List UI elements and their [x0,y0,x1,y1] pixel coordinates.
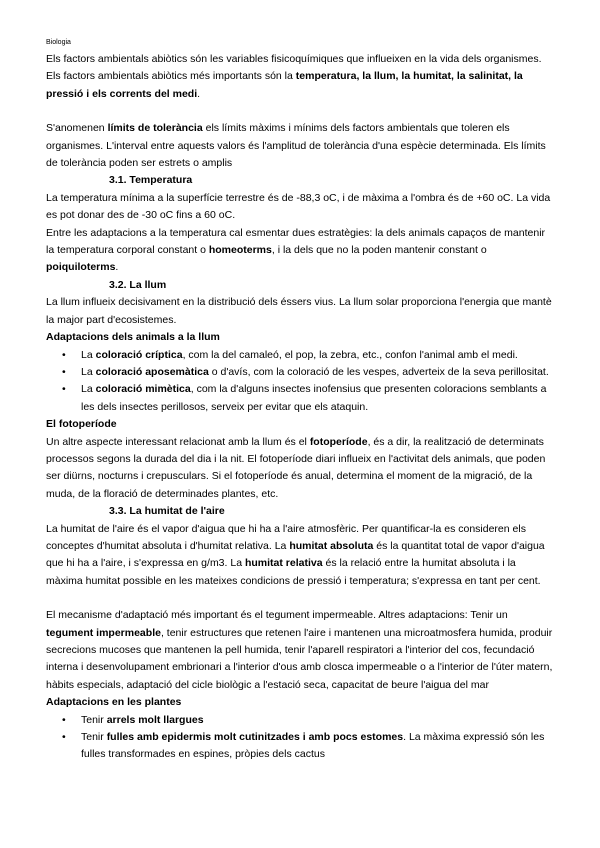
humidity-paragraph-2 [46,607,554,694]
temp-bold-homeoterms: homeoterms [208,244,272,257]
list-item [46,729,554,764]
temp-bold-poiquiloterms: poiquiloterms [46,261,116,274]
hum-text-3: és la relació entre la humitat absoluta i la màxima humitat possible en les mateixes condicions de pressió i temperatura; s'expressa en tant per cent. [46,557,541,587]
intro-text: Els factors ambientals abiòtics són les variables fisicoquímiques que influeixen en la vida dels organismes. Els factors ambientals abiòtics més importants són la [46,53,542,83]
item-bold: arrels molt llargues [106,713,204,726]
item-bold: coloració críptica [95,348,183,361]
hum-bold-absolute: humitat absoluta [289,539,374,552]
hum2-text-2: , tenir estructures que retenen l'aire i mantenen una microatmosfera humida, produir secrecions mucoses que mantenen la pell humida, tenir l'aparell respiratori a l'interior del cos, fecundació interna i desenvolupament embrionari a l'interior d'ous amb closca impermeable o a l'interior de l'úter matern, hàbits especials, adaptació del cicle biològic a l'estació seca, capacitat de beure l'aigua del mar [46,626,553,691]
humidity-paragraph-1 [46,521,554,591]
item-text-end: , com la del camaleó, el pop, la zebra, etc., confon l'animal amb el medi. [182,348,518,361]
temp-text-3: . [115,261,119,274]
intro-paragraph [46,51,554,103]
temperature-paragraph-2 [46,225,554,277]
hum2-text-1: El mecanisme d'adaptació més important és el tegument impermeable. Altres adaptacions: Tenir un [46,609,508,622]
spacer [46,590,554,607]
item-bold: fulles amb epidermis molt cutinitzades i amb pocs estomes [106,731,404,744]
item-text-end: o d'avís, com la coloració de les vespes, adverteix de la seva perillositat. [208,365,549,378]
list-item [46,347,554,364]
item-text-end: , com la d'alguns insectes inofensius que presenten coloracions semblants a les dels insectes perillosos, serveix per evitar que els ataquin. [81,383,547,413]
section-heading-humidity: 3.3. La humitat de l'aire [109,505,225,518]
item-text: La [81,348,96,361]
list-item [46,712,554,729]
photo-bold: fotoperíode [309,435,368,448]
intro-text-end: . [197,87,201,100]
tolerance-paragraph [46,120,554,172]
hum2-bold: tegument impermeable [46,626,161,639]
spacer [46,103,554,120]
item-bold: coloració mimètica [95,383,191,396]
intro-bold: temperatura, la llum, la humitat, la salinitat, la pressió i els corrents del medi [46,70,523,100]
subheading-animal-adaptations: Adaptacions dels animals a la llum [46,331,220,344]
item-text: La [81,383,96,396]
hum-text-1: La humitat de l'aire és el vapor d'aigua que hi ha a l'aire atmosfèric. Per quantificar-la es consideren els conceptes d'humitat absoluta i d'humitat relativa. La [46,522,526,552]
item-text: Tenir [81,731,107,744]
hum-text-2: és la quantitat total de vapor d'aigua que hi ha a l'aire, i s'expressa en g/m3. La [46,539,545,570]
section-heading-light: 3.2. La llum [109,278,167,291]
list-item [46,381,554,416]
tolerance-text: S'anomenen [46,122,108,135]
temp-text-1: Entre les adaptacions a la temperatura cal esmentar dues estratègies: la dels animals capaços de mantenir la temperatura corporal constant o [46,226,546,257]
photo-text-end: , és a dir, la realització de determinats processos segons la durada del dia i la nit. El fotoperíode diari influeix en l'activitat dels animals, que poden ser diürns, nocturns i crepusculars. Si el fotoperíode és anual, determina el moment de la migració, de la muda, de la floració de determinades plantes, etc. [46,435,546,500]
temp-text-2: , i la dels que no la poden mantenir constant o [271,244,487,257]
plant-adaptations-list [46,712,554,764]
tolerance-bold: límits de tolerància [107,122,203,135]
photo-text: Un altre aspecte interessant relacionat amb la llum és el [46,435,310,448]
item-bold: coloració aposemàtica [95,365,209,378]
item-text-end: . La màxima expressió són les fulles transformades en espines, pròpies dels cactus [81,731,545,761]
item-text: La [81,365,96,378]
tolerance-text-end: els límits màxims i mínims dels factors ambientals que toleren els organismes. L'interval entre aquests valors és l'amplitud de tolerància d'una espècie determinada. Els límits de tolerància poden ser estrets o amplis [46,122,546,170]
list-item [46,364,554,381]
hum-bold-relative: humitat relativa [244,557,323,570]
document-header: Biologia [46,39,71,46]
subheading-plant-adaptations: Adaptacions en les plantes [46,696,182,709]
subheading-photoperiod: El fotoperíode [46,418,117,431]
section-heading-temperature: 3.1. Temperatura [109,174,193,187]
item-text: Tenir [81,713,107,726]
photoperiod-paragraph [46,434,554,504]
light-adaptations-list [46,347,554,417]
temperature-paragraph-1: La temperatura mínima a la superfície terrestre és de -88,3 oC, i de màxima a l'ombra és de +60 oC. La vida es pot donar des de -30 oC fins a 60 oC. [46,191,551,222]
light-paragraph: La llum influeix decisivament en la distribució dels éssers vius. La llum solar proporciona l'energia que mantè la major part d'ecosistemes. [46,296,552,326]
